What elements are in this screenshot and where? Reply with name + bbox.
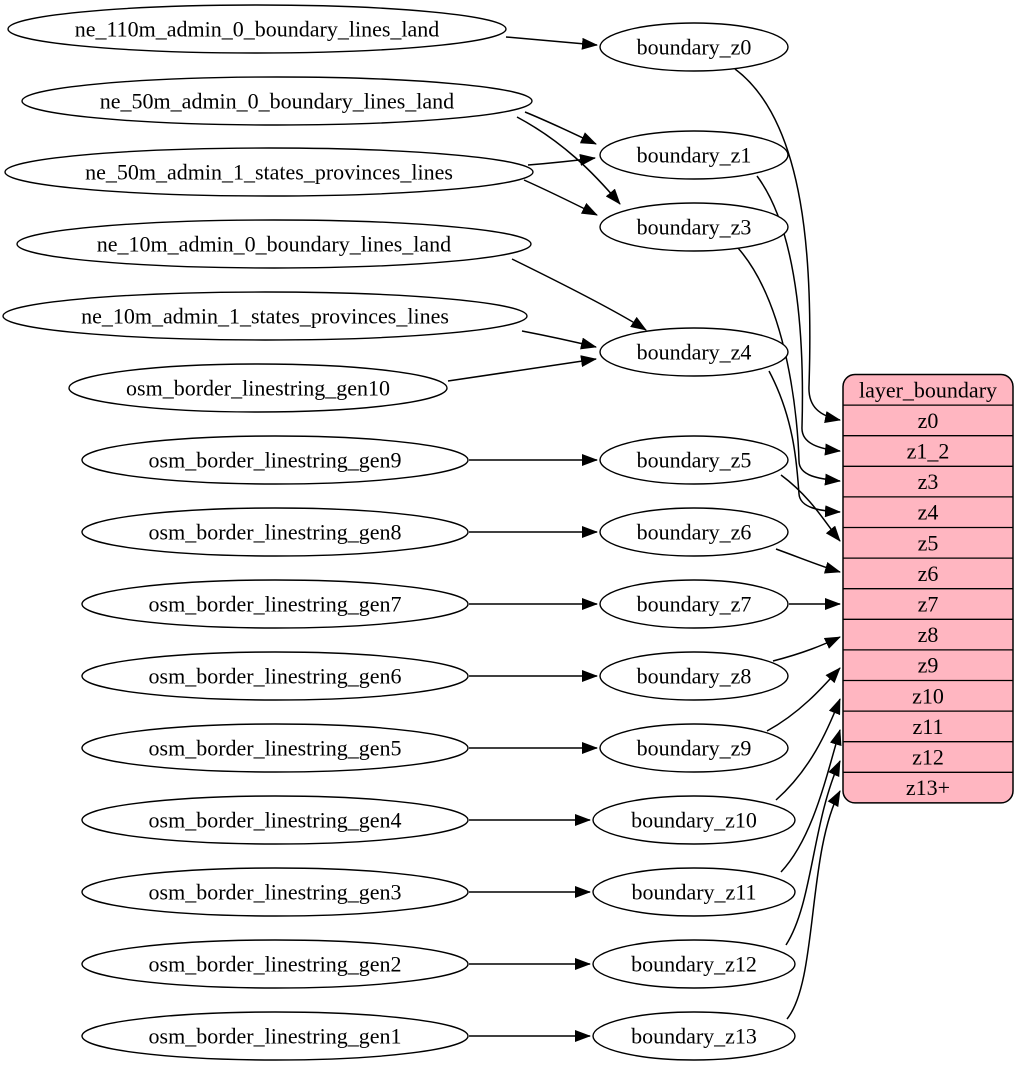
- source-node-label: ne_50m_admin_1_states_provinces_lines: [85, 159, 453, 185]
- source-node-label: osm_border_linestring_gen10: [126, 375, 390, 401]
- table-row-z10: z10: [912, 683, 944, 709]
- edge-ne_10m_admin_0_boundary_lines_land-to-boundary_z4: [512, 259, 646, 330]
- source-node-label: osm_border_linestring_gen8: [148, 519, 402, 545]
- transform-node-label: boundary_z5: [636, 447, 752, 473]
- source-node-label: osm_border_linestring_gen1: [148, 1023, 402, 1049]
- table-row-z4: z4: [917, 499, 939, 525]
- transform-node-boundary_z5: [600, 436, 788, 484]
- transform-node-boundary_z12: [593, 940, 795, 988]
- source-node-osm_border_linestring_gen5: [82, 724, 468, 772]
- edge-boundary_z6-to-layer_boundary.z6: [776, 549, 840, 572]
- transform-node-boundary_z1: [600, 131, 788, 179]
- table-row-z7: z7: [917, 591, 939, 617]
- transform-node-boundary_z7: [600, 580, 788, 628]
- edge-boundary_z5-to-layer_boundary.z5: [781, 475, 840, 541]
- table-row-z0: z0: [917, 407, 939, 433]
- transform-node-label: boundary_z3: [636, 214, 752, 240]
- source-node-label: osm_border_linestring_gen4: [148, 807, 402, 833]
- source-node-ne_10m_admin_0_boundary_lines_land: [17, 220, 531, 268]
- source-node-ne_10m_admin_1_states_provinces_lines: [3, 292, 527, 340]
- table-row-z6: z6: [917, 560, 939, 586]
- table-row-z3: z3: [917, 469, 939, 495]
- source-node-ne_110m_admin_0_boundary_lines_land: [8, 5, 506, 53]
- source-node-osm_border_linestring_gen1: [82, 1012, 468, 1060]
- edge-osm_border_linestring_gen10-to-boundary_z4: [448, 359, 596, 381]
- table-row-z11: z11: [912, 713, 944, 739]
- nodes-layer: [3, 5, 795, 1060]
- edge-ne_10m_admin_1_states_provinces_lines-to-boundary_z4: [522, 331, 596, 347]
- edge-ne_50m_admin_1_states_provinces_lines-to-boundary_z3: [524, 180, 597, 215]
- transform-node-label: boundary_z12: [631, 951, 757, 977]
- edge-boundary_z13-to-layer_boundary.z13+: [787, 791, 840, 1019]
- transform-node-label: boundary_z4: [636, 339, 752, 365]
- source-node-osm_border_linestring_gen2: [82, 940, 468, 988]
- source-node-label: ne_10m_admin_1_states_provinces_lines: [81, 303, 449, 329]
- table-row-z13+: z13+: [905, 775, 951, 801]
- transform-node-boundary_z11: [593, 868, 795, 916]
- source-node-osm_border_linestring_gen10: [69, 364, 447, 412]
- source-node-label: ne_110m_admin_0_boundary_lines_land: [74, 16, 440, 42]
- source-node-osm_border_linestring_gen3: [82, 868, 468, 916]
- transform-node-label: boundary_z7: [636, 591, 752, 617]
- table-row-z9: z9: [917, 652, 939, 678]
- edge-boundary_z8-to-layer_boundary.z8: [773, 637, 840, 661]
- transform-node-boundary_z13: [593, 1012, 795, 1060]
- source-node-label: osm_border_linestring_gen6: [148, 663, 402, 689]
- source-node-osm_border_linestring_gen4: [82, 796, 468, 844]
- table-row-z8: z8: [917, 622, 939, 648]
- table-row-z12: z12: [912, 744, 944, 770]
- source-node-osm_border_linestring_gen7: [82, 580, 468, 628]
- transform-node-boundary_z10: [593, 796, 795, 844]
- transform-node-label: boundary_z11: [631, 879, 757, 905]
- source-node-ne_50m_admin_0_boundary_lines_land: [22, 77, 532, 125]
- table-row-z5: z5: [917, 530, 939, 556]
- source-node-osm_border_linestring_gen6: [82, 652, 468, 700]
- source-node-osm_border_linestring_gen9: [82, 436, 468, 484]
- source-node-label: osm_border_linestring_gen7: [148, 591, 402, 617]
- transform-node-boundary_z3: [600, 203, 788, 251]
- transform-node-label: boundary_z0: [636, 34, 752, 60]
- edge-ne_110m_admin_0_boundary_lines_land-to-boundary_z0: [506, 37, 597, 45]
- table-row-z1_2: z1_2: [906, 438, 950, 464]
- transform-node-boundary_z4: [600, 328, 788, 376]
- transform-node-label: boundary_z1: [636, 142, 752, 168]
- source-node-label: osm_border_linestring_gen9: [148, 447, 402, 473]
- source-node-ne_50m_admin_1_states_provinces_lines: [5, 148, 533, 196]
- source-node-label: ne_50m_admin_0_boundary_lines_land: [99, 88, 455, 114]
- source-node-label: osm_border_linestring_gen3: [148, 879, 402, 905]
- transform-node-label: boundary_z13: [631, 1023, 757, 1049]
- transform-node-label: boundary_z6: [636, 519, 752, 545]
- transform-node-label: boundary_z10: [631, 807, 757, 833]
- table-layer: [843, 375, 1013, 803]
- edge-boundary_z4-to-layer_boundary.z4: [769, 371, 840, 512]
- transform-node-boundary_z0: [600, 23, 788, 71]
- transform-node-boundary_z9: [600, 724, 788, 772]
- edge-ne_50m_admin_1_states_provinces_lines-to-boundary_z1: [528, 158, 595, 165]
- source-node-label: osm_border_linestring_gen5: [148, 735, 402, 761]
- transform-node-boundary_z6: [600, 508, 788, 556]
- edge-boundary_z11-to-layer_boundary.z11: [781, 730, 840, 872]
- source-node-osm_border_linestring_gen8: [82, 508, 468, 556]
- source-node-label: ne_10m_admin_0_boundary_lines_land: [96, 231, 452, 257]
- table-title: layer_boundary: [858, 377, 998, 403]
- transform-node-boundary_z8: [600, 652, 788, 700]
- source-node-label: osm_border_linestring_gen2: [148, 951, 402, 977]
- transform-node-label: boundary_z8: [636, 663, 752, 689]
- transform-node-label: boundary_z9: [636, 735, 752, 761]
